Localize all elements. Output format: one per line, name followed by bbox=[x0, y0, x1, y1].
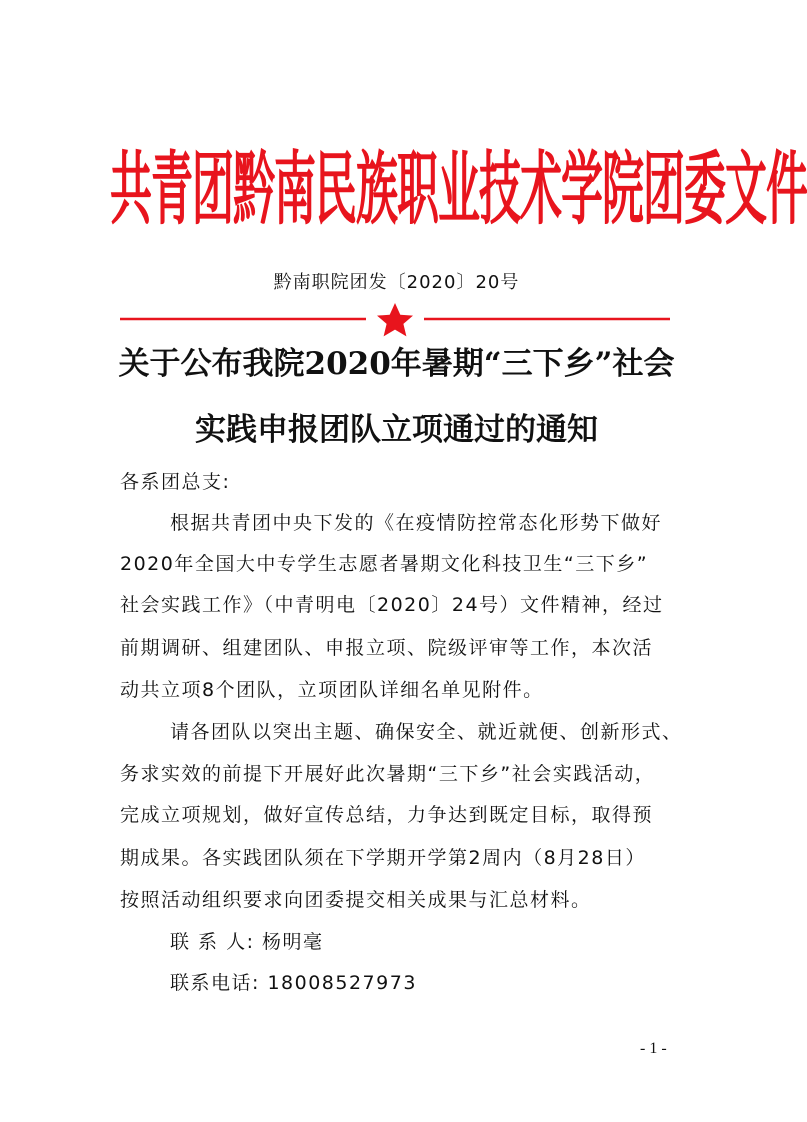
doc-title-line1: 关于公布我院2020年暑期“三下乡”社会 bbox=[118, 346, 675, 382]
paragraph-line: 请各团队以突出主题、确保安全、就近就便、创新形式、 bbox=[170, 721, 683, 743]
doc-number: 黔南职院团发〔2020〕20号 bbox=[273, 272, 520, 293]
salutation: 各系团总支: bbox=[120, 471, 231, 493]
paragraph-line: 2020年全国大中专学生志愿者暑期文化科技卫生“三下乡” bbox=[120, 553, 649, 575]
paragraph-line: 前期调研、组建团队、申报立项、院级评审等工作，本次活 bbox=[120, 637, 654, 659]
paragraph-line: 动共立项8个团队，立项团队详细名单见附件。 bbox=[120, 679, 544, 701]
paragraph-line: 完成立项规划，做好宣传总结，力争达到既定目标，取得预 bbox=[120, 804, 654, 826]
doc-title-line2: 实践申报团队立项通过的通知 bbox=[195, 412, 598, 448]
paragraph-line: 社会实践工作》（中青明电〔2020〕24号）文件精神，经过 bbox=[120, 594, 664, 616]
page-number: - 1 - bbox=[640, 1040, 667, 1057]
contact-phone: 联系电话: 18008527973 bbox=[170, 972, 417, 994]
red-divider bbox=[120, 301, 670, 341]
paragraph-line: 期成果。各实践团队须在下学期开学第2周内（8月28日） bbox=[120, 847, 646, 869]
contact-person: 联 系 人: 杨明毫 bbox=[170, 931, 324, 953]
paragraph-line: 按照活动组织要求向团委提交相关成果与汇总材料。 bbox=[120, 889, 592, 911]
paragraph-line: 务求实效的前提下开展好此次暑期“三下乡”社会实践活动， bbox=[120, 763, 656, 785]
red-star-icon bbox=[377, 303, 413, 336]
paragraph-line: 根据共青团中央下发的《在疫情防控常态化形势下做好 bbox=[170, 512, 663, 534]
org-header: 共青团黔南民族职业技术学院团委文件 bbox=[110, 142, 807, 236]
